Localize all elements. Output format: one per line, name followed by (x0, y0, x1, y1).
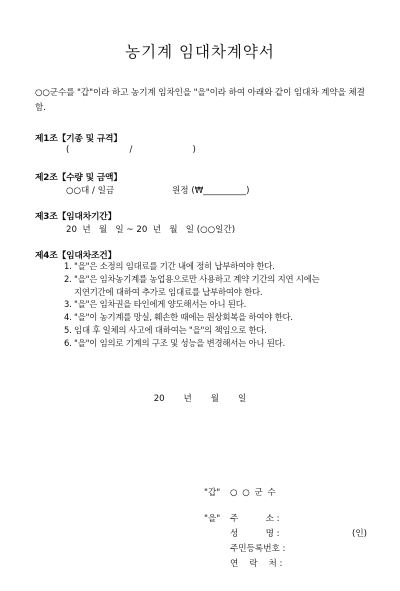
conditions-list (64, 260, 384, 350)
condition-item: 5. 임대 후 일체의 사고에 대하여는 "을"의 책임으로 한다. (64, 324, 267, 335)
seal-mark: (인) (352, 529, 368, 539)
party-eul-address-field: 주 소 : (230, 514, 280, 524)
article-2-amount: 원정 (₩__________) (172, 186, 250, 196)
party-eul-label: "을" (204, 514, 221, 524)
party-eul-name-field: 성 명 : (230, 529, 280, 539)
document-title: 농기계 임대차계약서 (125, 43, 275, 61)
contract-date: 20 년 월 일 (153, 394, 247, 404)
party-gap-label: "갑" (204, 488, 221, 498)
article-3-period: 20 년 월 일 ~ 20 년 월 일 (○○일간) (66, 225, 236, 235)
condition-item: 6. "을"이 임의로 기계의 구조 및 성능을 변경해서는 아니 된다. (64, 337, 285, 348)
article-1-body: ( / ) (66, 145, 196, 155)
party-eul-contact-field: 연 락 처 : (230, 559, 283, 569)
intro-paragraph: ○○군수를 "갑"이라 하고 농기계 임차인을 "을"이라 하여 아래와 같이 임대차 계약을 체결함. (35, 88, 365, 113)
article-1-heading: 제1조【기종 및 규격】 (35, 134, 122, 144)
condition-item-continuation: 지연기간에 대하여 추가로 임대료를 납부하여야 한다. (74, 286, 263, 297)
party-eul-id-field: 주민등록번호 : (230, 544, 286, 554)
article-2-heading: 제2조【수량 및 금액】 (35, 173, 122, 183)
article-2-quantity: ○○대 / 일금 (66, 186, 115, 196)
condition-item: 2. "을"은 임차농기계를 농업용으로만 사용하고 계약 기간의 지연 시에는 (64, 273, 320, 284)
article-3-heading: 제3조【임대차기간】 (35, 212, 117, 222)
condition-item: 4. "을"이 농기계를 망실, 훼손한 때에는 원상회복을 하여야 한다. (64, 312, 293, 323)
condition-item: 1. "을"은 소정의 임대료를 기간 내에 정히 납부하여야 한다. (64, 261, 275, 271)
condition-item: 3. "을"은 임차권을 타인에게 양도해서는 아니 된다. (64, 299, 247, 310)
party-gap-name: ○ ○ 군 수 (230, 488, 277, 498)
article-4-heading: 제4조【임대차조건】 (35, 251, 117, 261)
